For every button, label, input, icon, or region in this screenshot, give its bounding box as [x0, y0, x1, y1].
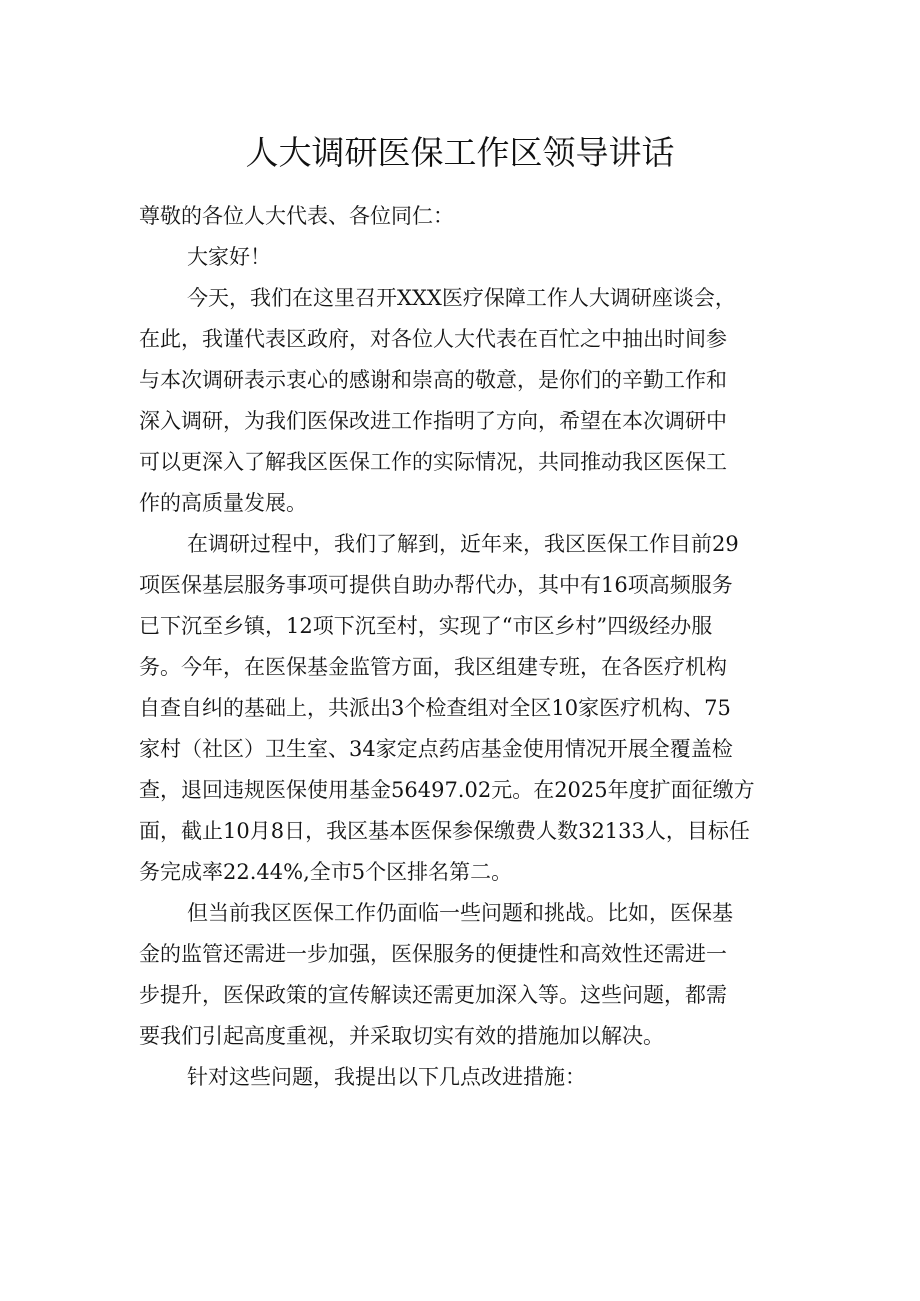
paragraph-line: 在调研过程中，我们了解到，近年来，我区医保工作目前29 — [187, 532, 739, 556]
paragraph-achievements — [139, 524, 787, 893]
paragraph-line: 与本次调研表示衷心的感谢和崇高的敬意，是你们的辛勤工作和 — [139, 368, 727, 392]
paragraph-line: 深入调研，为我们医保改进工作指明了方向，希望在本次调研中 — [139, 409, 727, 433]
document-title: 人大调研医保工作区领导讲话 — [245, 133, 675, 172]
paragraph-line: 可以更深入了解我区医保工作的实际情况，共同推动我区医保工 — [139, 450, 727, 474]
paragraph-line: 作的高质量发展。 — [139, 491, 307, 515]
paragraph-line: 但当前我区医保工作仍面临一些问题和挑战。比如，医保基 — [187, 901, 733, 925]
paragraph-line: 金的监管还需进一步加强，医保服务的便捷性和高效性还需进一 — [139, 942, 727, 966]
paragraph-measures-intro — [139, 1057, 787, 1098]
salutation: 尊敬的各位人大代表、各位同仁： — [139, 204, 454, 228]
paragraph-line: 务完成率22.44%,全市5个区排名第二。 — [139, 860, 513, 884]
paragraph-opening — [139, 278, 787, 524]
document-body — [139, 196, 787, 1098]
paragraph-line: 针对这些问题，我提出以下几点改进措施： — [187, 1065, 586, 1089]
paragraph-line: 要我们引起高度重视，并采取切实有效的措施加以解决。 — [139, 1024, 664, 1048]
paragraph-line: 家村（社区）卫生室、34家定点药店基金使用情况开展全覆盖检 — [139, 737, 733, 761]
paragraph-line: 务。今年，在医保基金监管方面，我区组建专班，在各医疗机构 — [139, 655, 727, 679]
paragraph-line: 步提升，医保政策的宣传解读还需更加深入等。这些问题，都需 — [139, 983, 727, 1007]
paragraph-line: 在此，我谨代表区政府，对各位人大代表在百忙之中抽出时间参 — [139, 327, 727, 351]
paragraph-line: 项医保基层服务事项可提供自助办帮代办，其中有16项高频服务 — [139, 573, 733, 597]
paragraph-line: 面，截止10月8日，我区基本医保参保缴费人数32133人，目标任 — [139, 819, 750, 843]
greeting: 大家好！ — [187, 245, 271, 269]
paragraph-line: 查，退回违规医保使用基金56497.02元。在2025年度扩面征缴方 — [139, 778, 755, 802]
paragraph-line: 自查自纠的基础上，共派出3个检查组对全区10家医疗机构、75 — [139, 696, 731, 720]
paragraph-line: 今天，我们在这里召开XXX医疗保障工作人大调研座谈会， — [187, 286, 736, 310]
paragraph-challenges — [139, 893, 787, 1057]
paragraph-line: 已下沉至乡镇，12项下沉至村，实现了“市区乡村”四级经办服 — [139, 614, 713, 638]
